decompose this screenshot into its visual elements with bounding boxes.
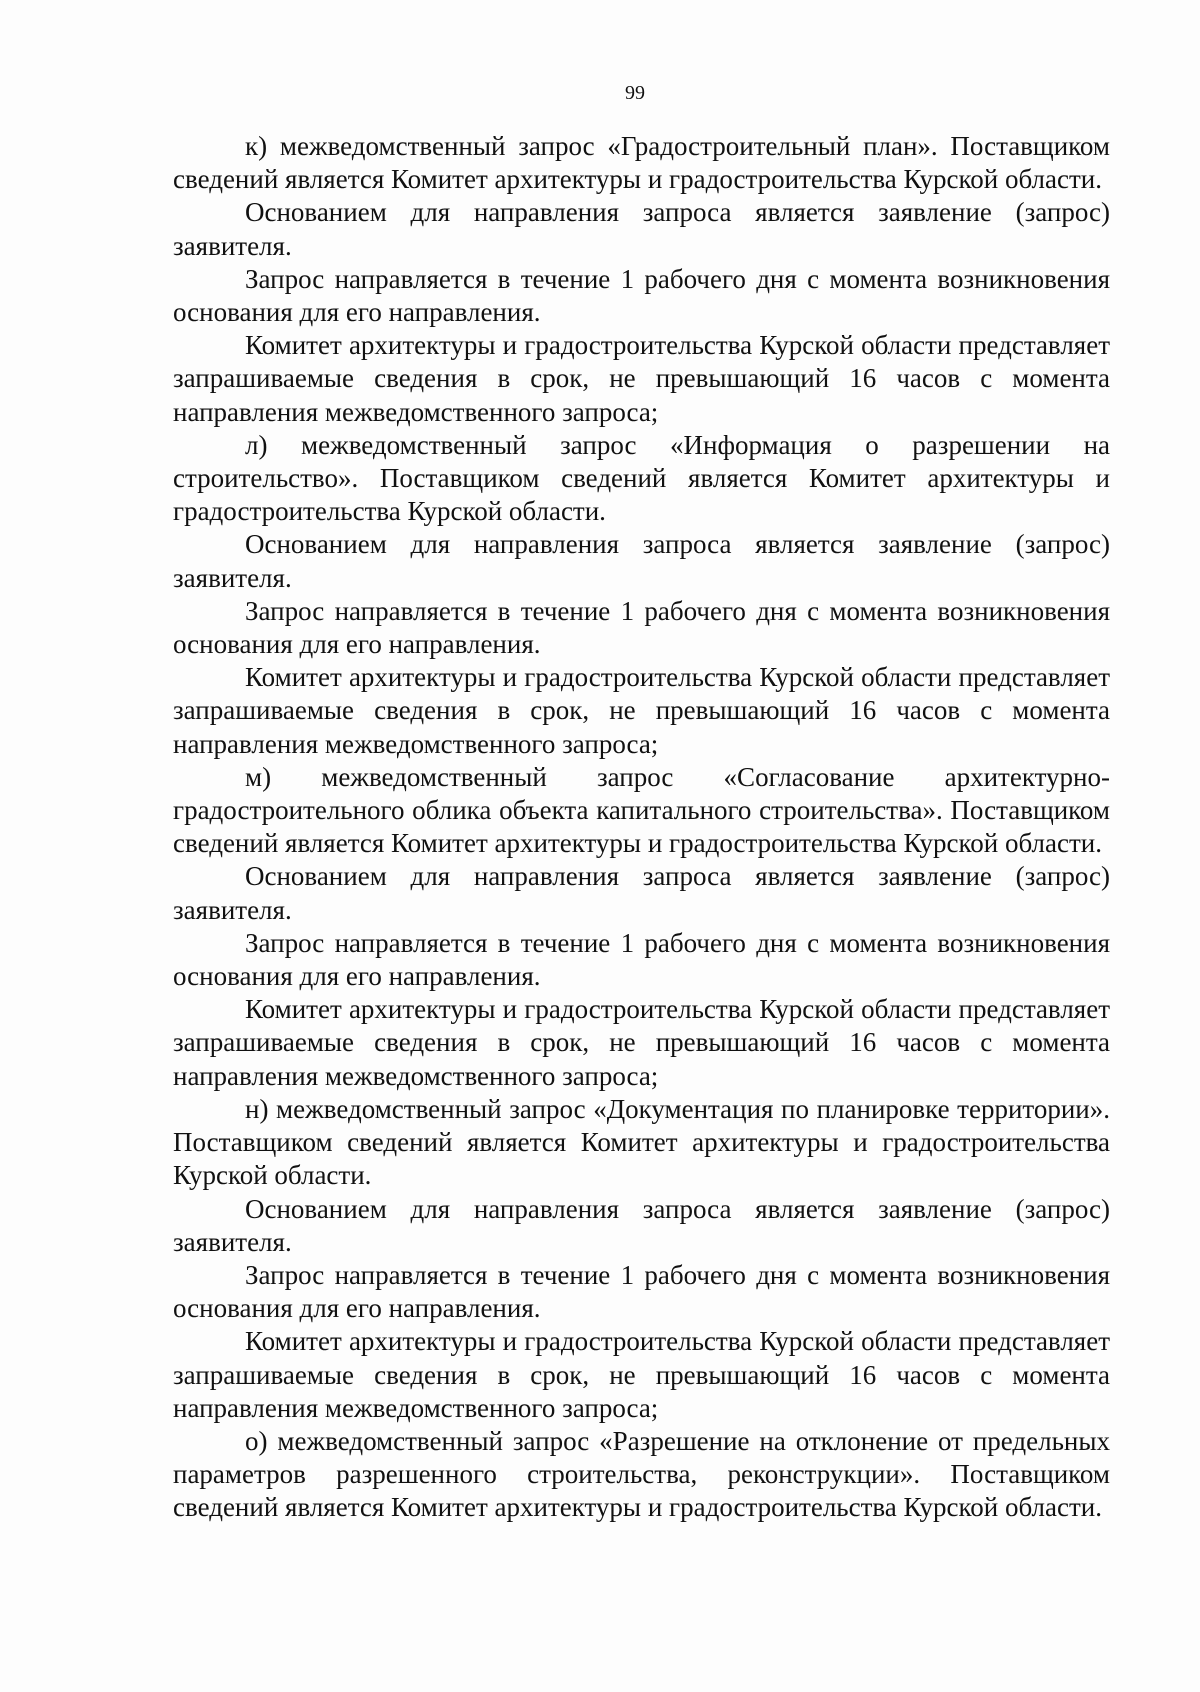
paragraph-l-timing: Запрос направляется в течение 1 рабочего дня с момента возникновения основания для его направления. [173,595,1110,660]
paragraph-m-timing: Запрос направляется в течение 1 рабочего дня с момента возникновения основания для его направления. [173,927,1110,992]
paragraph-k-response: Комитет архитектуры и градостроительства Курской области представляет запрашиваемые сведения в срок, не превышающий 16 часов с момента направления межведомственного запроса; [173,330,1110,427]
paragraph-m-response: Комитет архитектуры и градостроительства Курской области представляет запрашиваемые сведения в срок, не превышающий 16 часов с момента направления межведомственного запроса; [173,994,1110,1091]
paragraph-n-basis: Основанием для направления запроса является заявление (запрос) заявителя. [173,1193,1110,1257]
paragraph-l-request: л) межведомственный запрос «Информация о разрешении на строительство». Поставщиком сведений является Комитет архитектуры и градостроительства Курской области. [173,429,1110,527]
paragraph-l-basis: Основанием для направления запроса является заявление (запрос) заявителя. [173,529,1110,593]
paragraph-k-timing: Запрос направляется в течение 1 рабочего дня с момента возникновения основания для его направления. [173,263,1110,328]
paragraph-m-basis: Основанием для направления запроса является заявление (запрос) заявителя. [173,861,1110,925]
page-number: 99 [625,82,645,104]
paragraph-k-request: к) межведомственный запрос «Градостроительный план». Поставщиком сведений является Комитет архитектуры и градостроительства Курской области. [173,131,1110,195]
paragraph-n-request: н) межведомственный запрос «Документация по планировке территории». Поставщиком сведений является Комитет архитектуры и градостроительства Курской области. [173,1093,1110,1191]
paragraph-l-response: Комитет архитектуры и градостроительства Курской области представляет запрашиваемые сведения в срок, не превышающий 16 часов с момента направления межведомственного запроса; [173,662,1110,759]
paragraph-o-request: о) межведомственный запрос «Разрешение на отклонение от предельных параметров разрешенного строительства, реконструкции». Поставщиком сведений является Комитет архитектуры и градостроительства Курской области. [173,1425,1110,1523]
paragraph-n-response: Комитет архитектуры и градостроительства Курской области представляет запрашиваемые сведения в срок, не превышающий 16 часов с момента направления межведомственного запроса; [173,1326,1110,1423]
paragraph-k-basis: Основанием для направления запроса является заявление (запрос) заявителя. [173,197,1110,261]
paragraph-n-timing: Запрос направляется в течение 1 рабочего дня с момента возникновения основания для его направления. [173,1259,1110,1324]
document-body [173,130,1110,1525]
paragraph-m-request: м) межведомственный запрос «Согласование архитектурно-градостроительного облика объекта капитального строительства». Поставщиком сведений является Комитет архитектуры и градостроительства Курской области. [173,761,1110,859]
